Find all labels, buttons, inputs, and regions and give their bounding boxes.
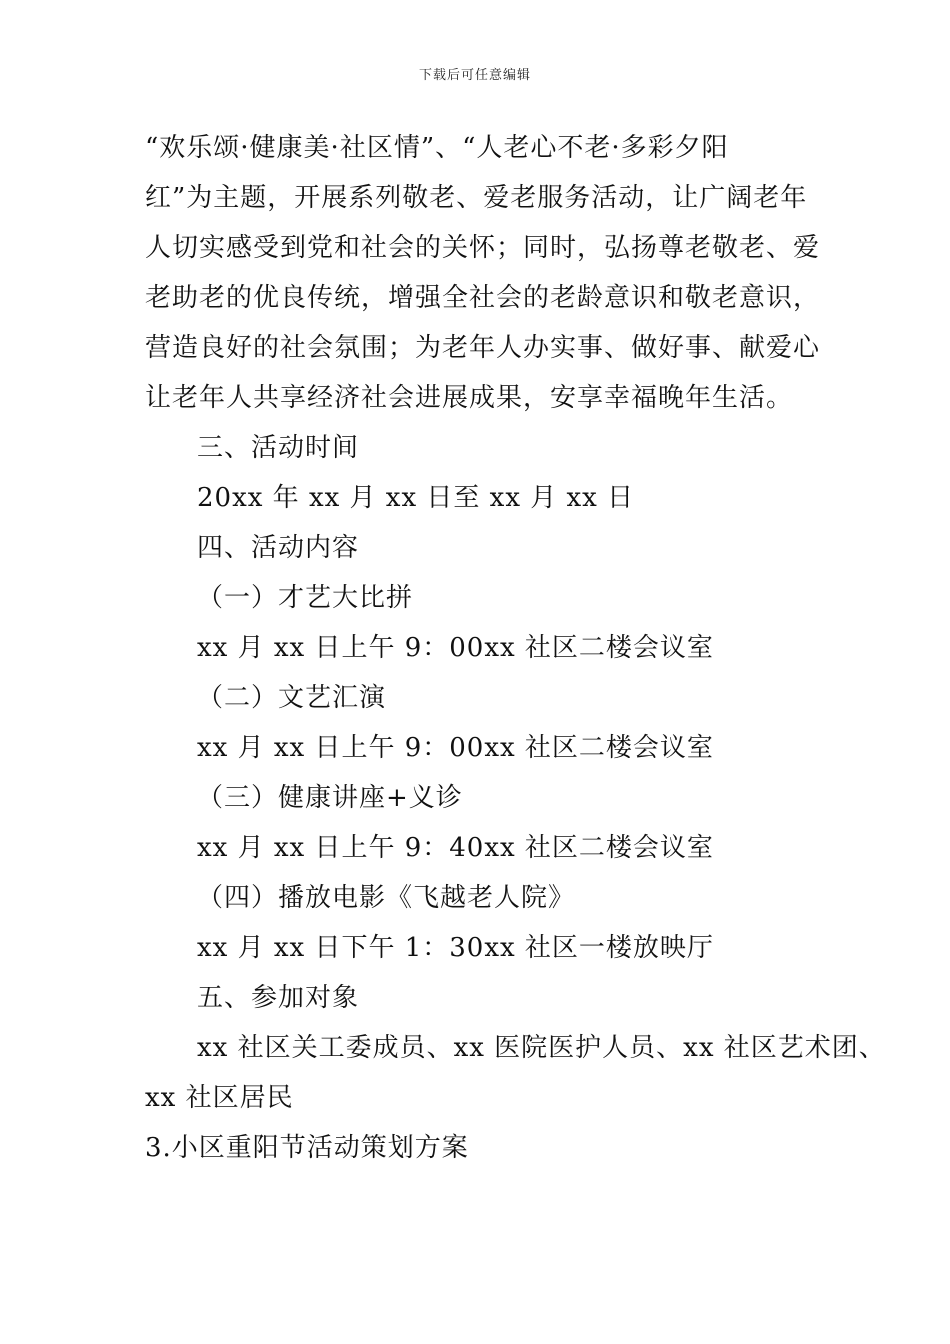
- paragraph-line: 人切实感受到党和社会的关怀；同时，弘扬尊老敬老、爱: [145, 233, 821, 263]
- section-heading-time: 三、活动时间: [197, 433, 360, 463]
- activity-item-title: （一）才艺大比拼: [197, 583, 414, 613]
- document-section-title: 3.小区重阳节活动策划方案: [145, 1133, 469, 1163]
- paragraph-line: 让老年人共享经济社会进展成果，安享幸福晚年生活。: [145, 383, 794, 413]
- activity-date-range: 20xx 年 xx 月 xx 日至 xx 月 xx 日: [197, 483, 635, 513]
- participants-line: xx 社区关工委成员、xx 医院医护人员、xx 社区艺术团、: [197, 1033, 886, 1063]
- activity-item-schedule: xx 月 xx 日上午 9：00xx 社区二楼会议室: [197, 733, 714, 763]
- activity-item-schedule: xx 月 xx 日下午 1：30xx 社区一楼放映厅: [197, 933, 714, 963]
- paragraph-line: 营造良好的社会氛围；为老年人办实事、做好事、献爱心: [145, 333, 821, 363]
- paragraph-line: 老助老的优良传统，增强全社会的老龄意识和敬老意识，: [145, 283, 821, 313]
- activity-item-title: （四）播放电影《飞越老人院》: [197, 883, 576, 913]
- activity-item-title: （三）健康讲座+义诊: [197, 783, 463, 813]
- document-body: [145, 123, 886, 1173]
- section-heading-content: 四、活动内容: [197, 533, 360, 563]
- paragraph-line: “欢乐颂·健康美·社区情”、“人老心不老·多彩夕阳: [145, 133, 729, 163]
- page-header: 下载后可任意编辑: [418, 68, 531, 83]
- paragraph-line: 红”为主题，开展系列敬老、爱老服务活动，让广阔老年: [145, 183, 808, 213]
- activity-item-schedule: xx 月 xx 日上午 9：40xx 社区二楼会议室: [197, 833, 714, 863]
- activity-item-schedule: xx 月 xx 日上午 9：00xx 社区二楼会议室: [197, 633, 714, 663]
- section-heading-participants: 五、参加对象: [197, 983, 360, 1013]
- activity-item-title: （二）文艺汇演: [197, 683, 387, 713]
- participants-line: xx 社区居民: [145, 1083, 294, 1113]
